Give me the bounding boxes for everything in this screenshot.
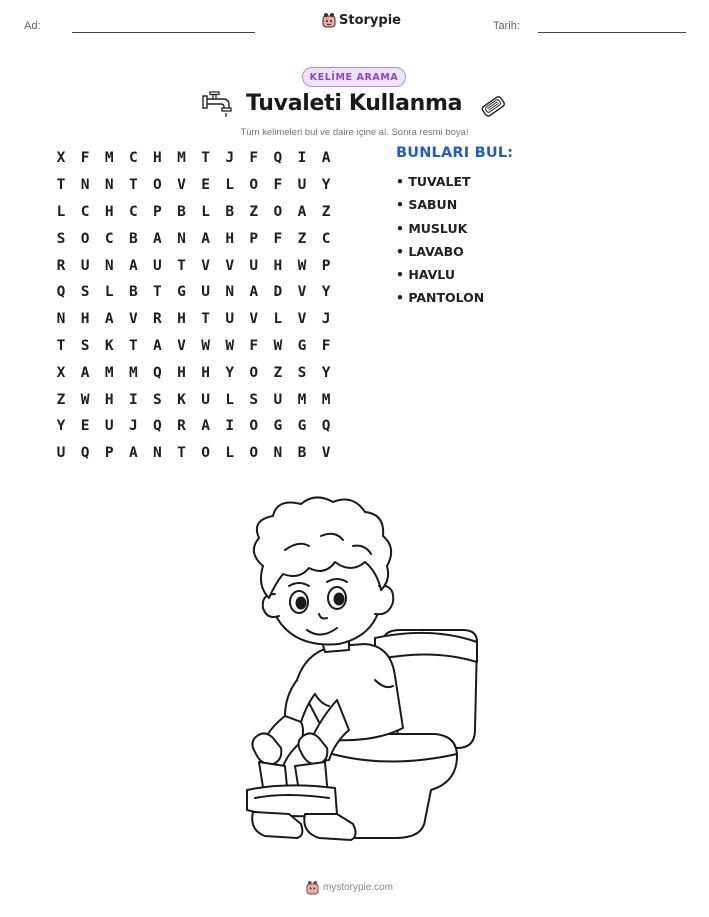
grid-letter[interactable]: B xyxy=(297,445,307,462)
grid-row xyxy=(49,306,338,333)
grid-letter[interactable]: W xyxy=(225,337,235,354)
grid-letter[interactable]: V xyxy=(321,445,331,462)
word-list-item: • TUVALET xyxy=(396,174,471,189)
grid-letter[interactable]: S xyxy=(80,337,90,354)
grid-letter[interactable]: S xyxy=(56,230,66,247)
grid-letter[interactable]: S xyxy=(80,284,90,301)
category-badge: KELİME ARAMA xyxy=(302,67,406,87)
grid-letter[interactable]: O xyxy=(80,230,90,247)
grid-letter[interactable]: C xyxy=(128,203,138,220)
grid-letter[interactable]: I xyxy=(128,391,138,408)
grid-letter[interactable]: V xyxy=(297,311,307,328)
name-line xyxy=(72,32,255,33)
grid-letter[interactable]: T xyxy=(56,337,66,354)
footer-url[interactable]: mystorypie.com xyxy=(323,882,394,893)
grid-letter[interactable]: M xyxy=(128,364,138,381)
grid-letter[interactable]: W xyxy=(201,337,210,354)
word-list-item: • HAVLU xyxy=(396,267,455,283)
grid-row xyxy=(49,172,338,199)
brand xyxy=(322,12,401,28)
grid-letter[interactable]: Q xyxy=(273,150,283,167)
grid-letter[interactable]: A xyxy=(128,257,138,274)
grid-letter[interactable]: B xyxy=(225,203,235,220)
grid-letter[interactable]: V xyxy=(177,177,186,194)
grid-letter[interactable]: N xyxy=(225,284,235,301)
grid-letter[interactable]: D xyxy=(273,284,283,301)
grid-letter[interactable]: X xyxy=(56,364,66,381)
grid-letter[interactable]: A xyxy=(153,230,162,247)
grid-letter[interactable]: M xyxy=(104,364,114,381)
grid-row xyxy=(49,386,338,413)
grid-letter[interactable]: Z xyxy=(321,203,331,220)
grid-letter[interactable]: E xyxy=(201,177,210,194)
storypie-logo-icon xyxy=(306,880,319,895)
grid-letter[interactable]: N xyxy=(273,445,283,462)
grid-letter[interactable]: S xyxy=(249,391,259,408)
grid-letter[interactable]: E xyxy=(80,418,90,435)
grid-letter[interactable]: Y xyxy=(321,177,331,194)
grid-letter[interactable]: H xyxy=(177,311,186,328)
grid-letter[interactable]: U xyxy=(249,257,259,274)
grid-letter[interactable]: C xyxy=(104,230,114,247)
grid-letter[interactable]: O xyxy=(153,177,162,194)
grid-letter[interactable]: U xyxy=(297,177,307,194)
grid-letter[interactable]: V xyxy=(225,257,235,274)
grid-letter[interactable]: N xyxy=(104,257,114,274)
grid-letter[interactable]: M xyxy=(321,391,331,408)
grid-letter[interactable]: L xyxy=(225,445,235,462)
grid-letter[interactable]: R xyxy=(56,257,66,274)
grid-letter[interactable]: J xyxy=(128,418,138,435)
grid-row xyxy=(49,440,338,467)
grid-letter[interactable]: B xyxy=(177,203,186,220)
grid-letter[interactable]: A xyxy=(128,445,138,462)
grid-letter[interactable]: F xyxy=(321,337,331,354)
grid-letter[interactable]: A xyxy=(201,418,210,435)
grid-row xyxy=(49,199,338,226)
grid-letter[interactable]: H xyxy=(153,150,162,167)
grid-letter[interactable]: F xyxy=(249,150,259,167)
grid-letter[interactable]: W xyxy=(297,257,307,274)
grid-letter[interactable]: W xyxy=(273,337,283,354)
grid-letter[interactable]: U xyxy=(56,445,66,462)
grid-letter[interactable]: N xyxy=(104,177,114,194)
grid-row xyxy=(49,359,338,386)
grid-letter[interactable]: U xyxy=(201,284,210,301)
grid-letter[interactable]: C xyxy=(321,230,331,247)
grid-letter[interactable]: Z xyxy=(249,203,259,220)
grid-letter[interactable]: U xyxy=(104,418,114,435)
grid-letter[interactable]: T xyxy=(56,177,66,194)
grid-letter[interactable]: A xyxy=(153,337,162,354)
grid-letter[interactable]: V xyxy=(201,257,210,274)
grid-letter[interactable]: H xyxy=(104,391,114,408)
word-list-title: BUNLARI BUL: xyxy=(396,145,514,161)
instructions: Tüm kelimeleri bul ve daire içine al. Sonra resmi boya! xyxy=(240,127,469,138)
grid-letter[interactable]: U xyxy=(225,311,235,328)
grid-letter[interactable]: Y xyxy=(225,364,235,381)
grid-letter[interactable]: O xyxy=(249,177,259,194)
grid-letter[interactable]: L xyxy=(225,177,235,194)
grid-letter[interactable]: A xyxy=(80,364,90,381)
grid-letter[interactable]: M xyxy=(104,150,114,167)
grid-letter[interactable]: Q xyxy=(153,418,162,435)
grid-row xyxy=(49,225,338,252)
grid-letter[interactable]: I xyxy=(225,418,235,435)
grid-letter[interactable]: B xyxy=(128,230,138,247)
grid-letter[interactable]: O xyxy=(201,445,210,462)
grid-letter[interactable]: G xyxy=(177,284,186,301)
grid-letter[interactable]: Z xyxy=(297,230,307,247)
grid-letter[interactable]: L xyxy=(273,311,283,328)
grid-letter[interactable]: T xyxy=(128,337,138,354)
grid-letter[interactable]: V xyxy=(128,311,138,328)
faucet-icon xyxy=(201,90,233,120)
grid-letter[interactable]: H xyxy=(177,364,186,381)
grid-letter[interactable]: T xyxy=(128,177,138,194)
grid-letter[interactable]: U xyxy=(273,391,283,408)
grid-letter[interactable]: S xyxy=(153,391,162,408)
grid-letter[interactable]: N xyxy=(153,445,162,462)
letter-grid[interactable] xyxy=(49,145,338,467)
grid-row xyxy=(49,333,338,360)
grid-letter[interactable]: G xyxy=(273,418,283,435)
footer xyxy=(306,880,393,895)
grid-letter[interactable]: M xyxy=(297,391,307,408)
grid-letter[interactable]: F xyxy=(273,230,283,247)
grid-letter[interactable]: S xyxy=(297,364,307,381)
grid-letter[interactable]: Y xyxy=(321,364,331,381)
grid-letter[interactable]: H xyxy=(104,203,114,220)
date-label: Tarih: xyxy=(493,20,520,32)
grid-letter[interactable]: X xyxy=(56,150,66,167)
grid-letter[interactable]: K xyxy=(177,391,186,408)
grid-letter[interactable]: O xyxy=(273,203,283,220)
grid-letter[interactable]: L xyxy=(201,203,210,220)
grid-letter[interactable]: R xyxy=(177,418,186,435)
grid-row xyxy=(49,252,338,279)
grid-letter[interactable]: J xyxy=(225,150,235,167)
grid-letter[interactable]: L xyxy=(104,284,114,301)
grid-letter[interactable]: F xyxy=(273,177,283,194)
grid-letter[interactable]: P xyxy=(104,445,114,462)
grid-letter[interactable]: H xyxy=(201,364,210,381)
grid-letter[interactable]: J xyxy=(321,311,331,328)
grid-letter[interactable]: N xyxy=(80,177,90,194)
grid-letter[interactable]: P xyxy=(153,203,162,220)
grid-letter[interactable]: N xyxy=(177,230,186,247)
date-line xyxy=(538,32,686,33)
grid-letter[interactable]: O xyxy=(249,418,259,435)
grid-letter[interactable]: V xyxy=(177,337,186,354)
boy-on-toilet-illustration xyxy=(225,490,485,850)
grid-letter[interactable]: A xyxy=(321,150,331,167)
grid-row xyxy=(49,145,338,172)
grid-letter[interactable]: P xyxy=(249,230,259,247)
grid-letter[interactable]: A xyxy=(104,311,114,328)
grid-letter[interactable]: C xyxy=(128,150,138,167)
grid-letter[interactable]: Q xyxy=(153,364,162,381)
grid-letter[interactable]: O xyxy=(249,445,259,462)
grid-letter[interactable]: H xyxy=(273,257,283,274)
grid-letter[interactable]: Z xyxy=(56,391,66,408)
grid-letter[interactable]: H xyxy=(225,230,235,247)
grid-letter[interactable]: Y xyxy=(56,418,66,435)
grid-letter[interactable]: F xyxy=(80,150,90,167)
grid-letter[interactable]: V xyxy=(297,284,307,301)
grid-letter[interactable]: G xyxy=(297,418,307,435)
grid-letter[interactable]: F xyxy=(249,337,259,354)
grid-letter[interactable]: I xyxy=(297,150,307,167)
grid-letter[interactable]: T xyxy=(201,150,210,167)
grid-letter[interactable]: H xyxy=(80,311,90,328)
grid-letter[interactable]: C xyxy=(80,203,90,220)
grid-letter[interactable]: A xyxy=(249,284,259,301)
grid-letter[interactable]: T xyxy=(201,311,210,328)
grid-row xyxy=(49,279,338,306)
grid-letter[interactable]: B xyxy=(128,284,138,301)
grid-letter[interactable]: L xyxy=(56,203,66,220)
grid-letter[interactable]: Q xyxy=(80,445,90,462)
grid-letter[interactable]: Z xyxy=(273,364,283,381)
grid-letter[interactable]: T xyxy=(177,257,186,274)
grid-letter[interactable]: T xyxy=(153,284,162,301)
word-list-item: • SABUN xyxy=(396,197,458,213)
grid-letter[interactable]: U xyxy=(201,391,210,408)
grid-letter[interactable]: A xyxy=(297,203,307,220)
grid-letter[interactable]: Q xyxy=(56,284,66,301)
grid-letter[interactable]: U xyxy=(80,257,90,274)
grid-letter[interactable]: N xyxy=(56,311,66,328)
grid-row xyxy=(49,413,338,440)
soap-bar-icon xyxy=(479,92,507,120)
word-list-item: • LAVABO xyxy=(396,243,464,259)
grid-letter[interactable]: G xyxy=(297,337,307,354)
grid-letter[interactable]: M xyxy=(177,150,186,167)
storypie-logo-icon xyxy=(322,12,336,28)
grid-letter[interactable]: W xyxy=(80,391,90,408)
grid-letter[interactable]: U xyxy=(153,257,162,274)
grid-letter[interactable]: R xyxy=(153,311,162,328)
word-list xyxy=(396,170,484,310)
grid-letter[interactable]: V xyxy=(249,311,259,328)
word-list-item: • PANTOLON xyxy=(396,290,485,306)
page-title: Tuvaleti Kullanma xyxy=(246,91,463,116)
grid-letter[interactable]: A xyxy=(201,230,210,247)
grid-letter[interactable]: O xyxy=(249,364,259,381)
grid-letter[interactable]: L xyxy=(225,391,235,408)
grid-letter[interactable]: Y xyxy=(321,284,331,301)
word-list-item: • MUSLUK xyxy=(396,220,468,236)
grid-letter[interactable]: K xyxy=(104,337,114,354)
brand-name: Storypie xyxy=(339,12,401,28)
name-label: Ad: xyxy=(24,20,41,32)
grid-letter[interactable]: P xyxy=(321,257,331,274)
grid-letter[interactable]: T xyxy=(177,445,186,462)
grid-letter[interactable]: Q xyxy=(321,418,331,435)
